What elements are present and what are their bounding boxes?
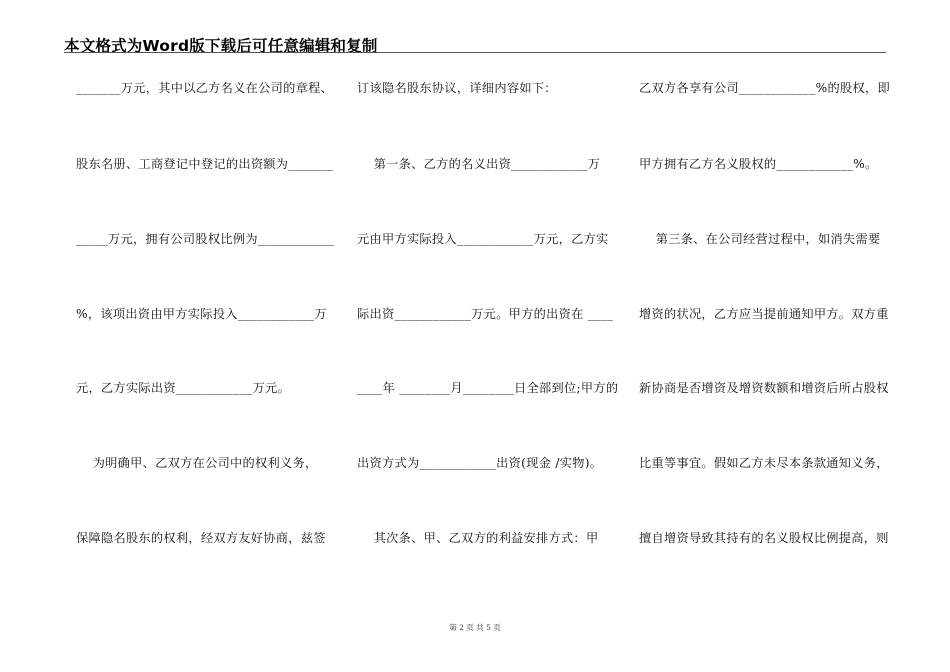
document-header-title: 本文格式为Word版下载后可任意编辑和复制 [64, 37, 378, 55]
text-line: 新协商是否增资及增资数额和增资后所占股权 [639, 381, 889, 395]
text-line: _______万元，其中以乙方名义在公司的章程、 [76, 81, 334, 95]
text-line: 第一条、乙方的名义出资____________万 [357, 157, 601, 171]
text-line: 元由甲方实际投入____________万元，乙方实 [357, 232, 609, 246]
text-line: 比重等事宜。假如乙方未尽本条款通知义务， [639, 456, 889, 470]
text-line: 元，乙方实际出资____________万元。 [76, 381, 291, 395]
text-line: 订该隐名股东协议，详细内容如下： [357, 81, 557, 95]
text-line: 第三条、在公司经营过程中，如消失需要 [639, 232, 881, 246]
text-line: 出资方式为____________出资(现金 /实物)。 [357, 456, 603, 470]
text-line: _____万元，拥有公司股权比例为____________ [76, 232, 335, 246]
text-line: 乙双方各享有公司____________%的股权，即 [639, 81, 890, 95]
text-line: ____年 ________月________日全部到位;甲方的 [357, 381, 619, 395]
text-line: 股东名册、工商登记中登记的出资额为_______ [76, 157, 334, 171]
text-line: 为明确甲、乙双方在公司中的权利义务， [76, 456, 318, 470]
text-line: 际出资____________万元。甲方的出资在 ____ [357, 307, 614, 321]
text-line: 保障隐名股东的权利，经双方友好协商，兹签 [76, 531, 326, 545]
header-divider [64, 52, 886, 53]
text-line: %，该项出资由甲方实际投入____________万 [76, 307, 327, 321]
page-number: 第 2 页 共 5 页 [449, 623, 501, 632]
text-line: 增资的状况，乙方应当提前通知甲方。双方重 [639, 307, 889, 321]
text-line: 其次条、甲、乙双方的利益安排方式：甲 [357, 531, 599, 545]
text-line: 擅自增资导致其持有的名义股权比例提高，则 [639, 531, 889, 545]
text-line: 甲方拥有乙方名义股权的____________%。 [639, 157, 878, 171]
